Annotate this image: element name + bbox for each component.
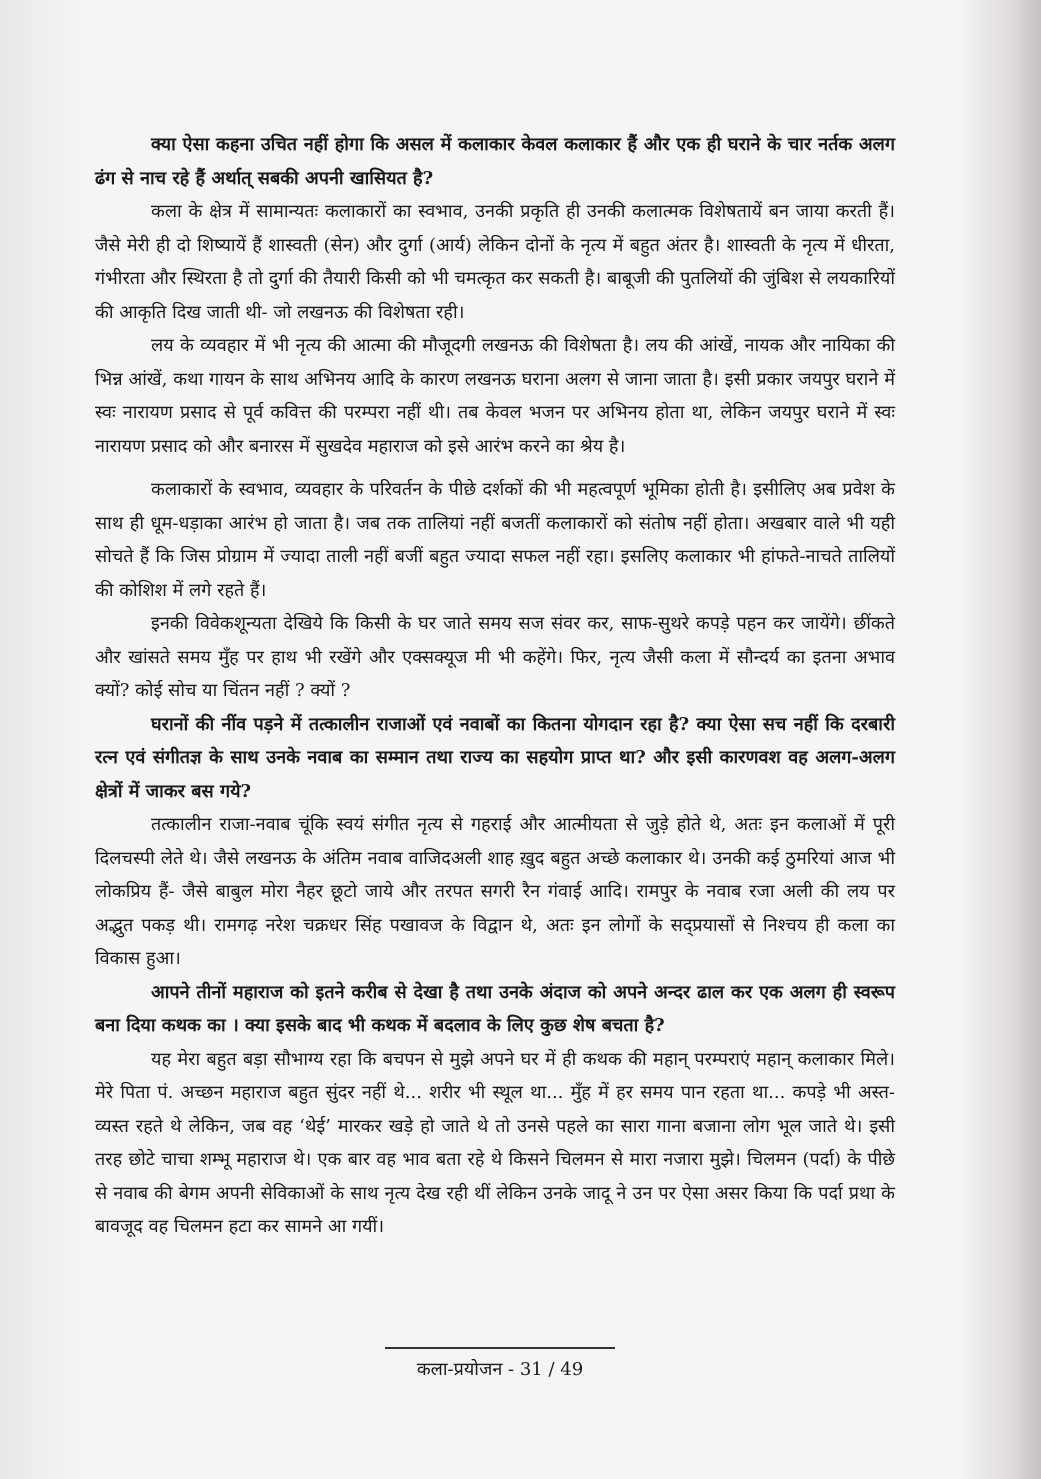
answer-2: तत्कालीन राजा-नवाब चूंकि स्वयं संगीत नृत्य से गहराई और आत्मीयता से जुड़े होते थे, अतः इन कलाओं में पूरी दिलचस्पी लेते थे। जैसे लखनऊ के अंतिम नवाब वाजिदअली शाह ख़ुद बहुत अच्छे कलाकार थे। उनकी कई ठुमरियां आज भी लोकप्रिय हैं- जैसे बाबुल मोरा नैहर छूटो जाये और तरपत सगरी रैन गंवाई आदि। रामपुर के नवाब रजा अली की लय पर अद्भुत पकड़ थी। रामगढ़ नरेश चक्रधर सिंह पखावज के विद्वान थे, अतः इन लोगों के सद्प्रयासों से निश्चय ही कला का विकास हुआ। [95, 814, 895, 969]
question-1: क्या ऐसा कहना उचित नहीं होगा कि असल में कलाकार केवल कलाकार हैं और एक ही घराने के चार नर्तक अलग ढंग से नाच रहे हैं अर्थात् सबकी अपनी खासियत है? [95, 134, 895, 189]
answer-1-para-2: लय के व्यवहार में भी नृत्य की आत्मा की मौजूदगी लखनऊ की विशेषता है। लय की आंखें, नायक और नायिका की भिन्न आंखें, कथा गायन के साथ अभिनय आदि के कारण लखनऊ घराना अलग से जाना जाता है। इसी प्रकार जयपुर घराने में स्वः नारायण प्रसाद से पूर्व कवित्त की परम्परा नहीं थी। तब केवल भजन पर अभिनय होता था, लेकिन जयपुर घराने में स्वः नारायण प्रसाद को और बनारस में सुखदेव महाराज को इसे आरंभ करने का श्रेय है। [95, 335, 895, 457]
question-3: आपने तीनों महाराज को इतने करीब से देखा है तथा उनके अंदाज को अपने अन्दर ढाल कर एक अलग ही स्वरूप बना दिया कथक का । क्या इसके बाद भी कथक में बदलाव के लिए कुछ शेष बचता है? [95, 981, 895, 1036]
page-body [95, 128, 895, 1244]
answer-1-para-4: इनकी विवेकशून्यता देखिये कि किसी के घर जाते समय सज संवर कर, साफ-सुथरे कपड़े पहन कर जायेंगे। छींकते और खांसते समय मुँह पर हाथ भी रखेंगे और एक्सक्यूज मी भी कहेंगे। फिर, नृत्य जैसी कला में सौन्दर्य का इतना अभाव क्यों? कोई सोच या चिंतन नहीं ? क्यों ? [95, 613, 895, 701]
question-2: घरानों की नींव पड़ने में तत्कालीन राजाओं एवं नवाबों का कितना योगदान रहा है? क्या ऐसा सच नहीं कि दरबारी रत्न एवं संगीतज्ञ के साथ उनके नवाब का सम्मान तथा राज्य का सहयोग प्राप्त था? और इसी कारणवश वह अलग-अलग क्षेत्रों में जाकर बस गये? [95, 713, 895, 802]
answer-1-para-3: कलाकारों के स्वभाव, व्यवहार के परिवर्तन के पीछे दर्शकों की भी महत्वपूर्ण भूमिका होती है। इसीलिए अब प्रवेश के साथ ही धूम-धड़ाका आरंभ हो जाता है। जब तक तालियां नहीं बजतीं कलाकारों को संतोष नहीं होता। अखबार वाले भी यही सोचते हैं कि जिस प्रोग्राम में ज्यादा ताली नहीं बजीं बहुत ज्यादा सफल नहीं रहा। इसलिए कलाकार भी हांफते-नाचते तालियों की कोशिश में लगे रहते हैं। [95, 479, 895, 601]
page-footer: कला-प्रयोजन - 31 / 49 [385, 1347, 615, 1381]
page-edge [1019, 0, 1041, 1479]
answer-1-para-1: कला के क्षेत्र में सामान्यतः कलाकारों का स्वभाव, उनकी प्रकृति ही उनकी कलात्मक विशेषतायें बन जाया करती हैं। जैसे मेरी ही दो शिष्यायें हैं शास्वती (सेन) और दुर्गा (आर्य) लेकिन दोनों के नृत्य में बहुत अंतर है। शास्वती के नृत्य में धीरता, गंभीरता और स्थिरता है तो दुर्गा की तैयारी किसी को भी चमत्कृत कर सकती है। बाबूजी की पुतलियों की जुंबिश से लयकारियों की आकृति दिख जाती थी- जो लखनऊ की विशेषता रही। [95, 201, 895, 323]
answer-3: यह मेरा बहुत बड़ा सौभाग्य रहा कि बचपन से मुझे अपने घर में ही कथक की महान् परम्पराएं महान् कलाकार मिले। मेरे पिता पं. अच्छन महाराज बहुत सुंदर नहीं थे... शरीर भी स्थूल था... मुँह में हर समय पान रहता था... कपड़े भी अस्त-व्यस्त रहते थे लेकिन, जब वह ‘थेई’ मारकर खड़े हो जाते थे तो उनसे पहले का सारा गाना बजाना लोग भूल जाते थे। इसी तरह छोटे चाचा शम्भू महाराज थे। एक बार वह भाव बता रहे थे किसने चिलमन से मारा नजारा मुझे। चिलमन (पर्दा) के पीछे से नवाब की बेगम अपनी सेविकाओं के साथ नृत्य देख रही थीं लेकिन उनके जादू ने उन पर ऐसा असर किया कि पर्दा प्रथा के बावजूद वह चिलमन हटा कर सामने आ गयीं। [95, 1048, 895, 1237]
